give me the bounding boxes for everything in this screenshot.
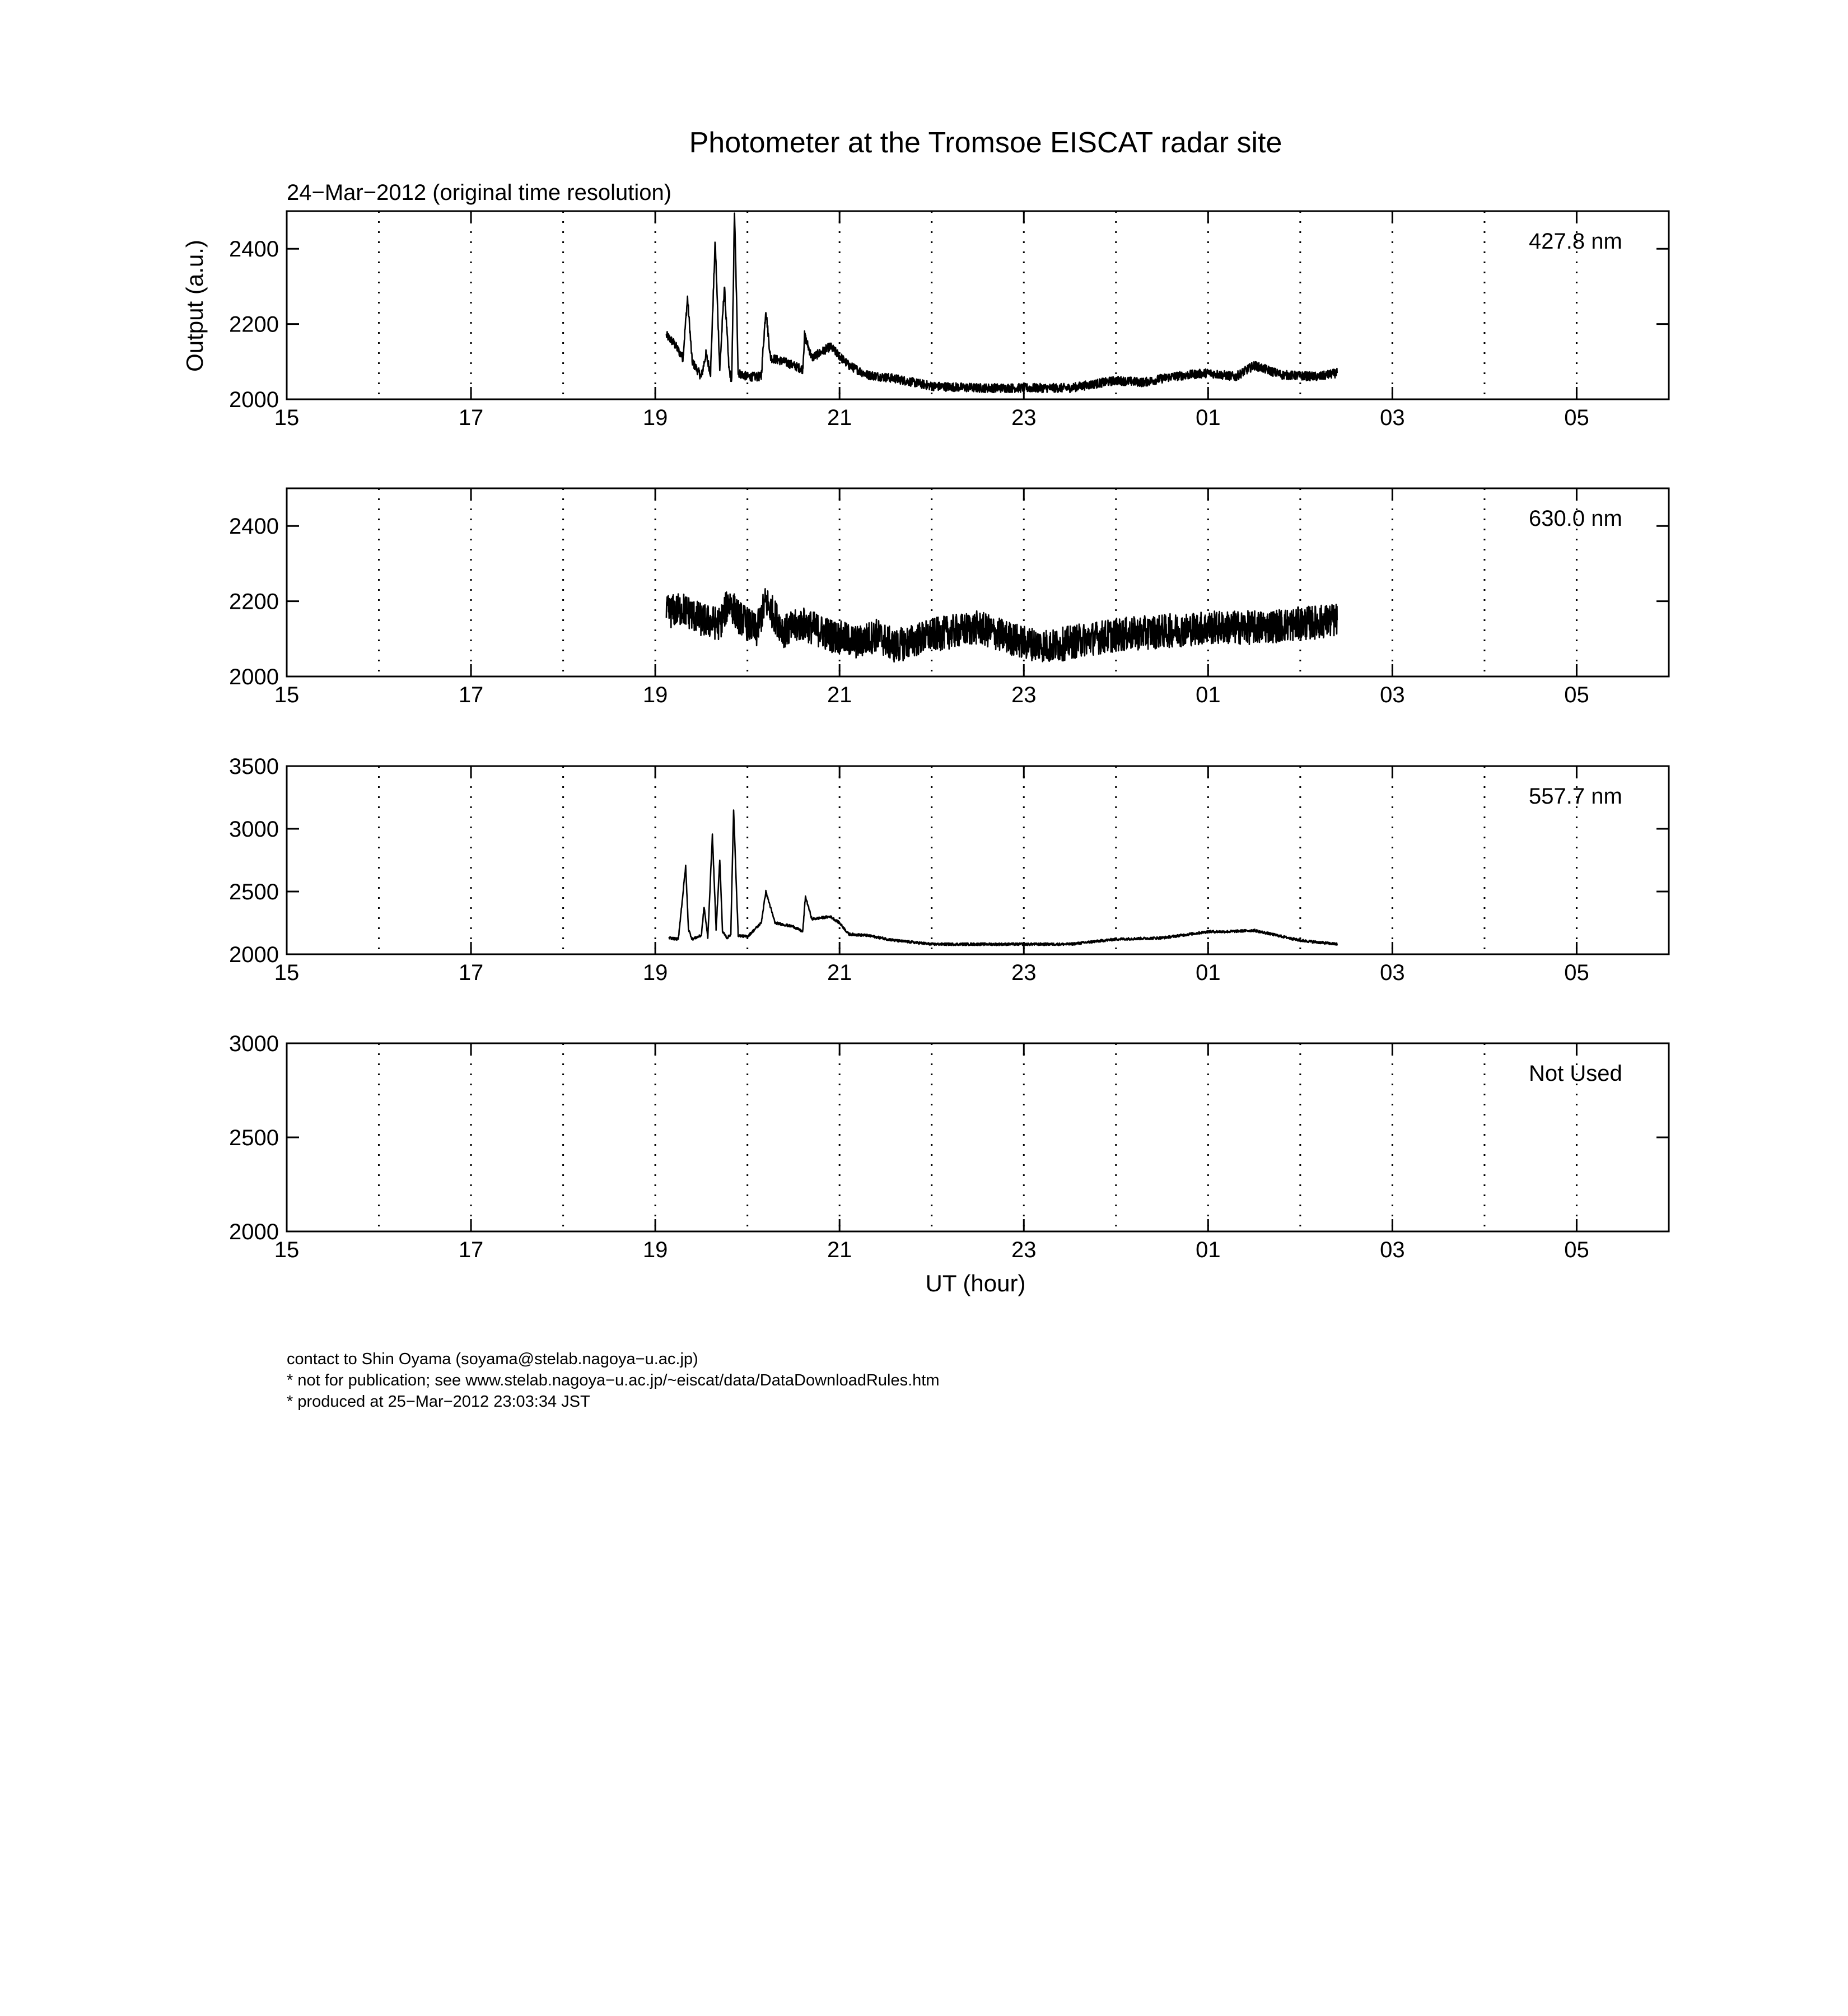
- x-tick-label: 19: [642, 1238, 668, 1262]
- footer-produced-at: * produced at 25−Mar−2012 23:03:34 JST: [287, 1393, 590, 1411]
- x-tick-label: 03: [1380, 405, 1405, 430]
- x-tick-label: 15: [274, 405, 300, 430]
- x-tick-label: 17: [458, 1238, 484, 1262]
- y-tick-label: 3500: [229, 754, 279, 779]
- x-tick-label: 23: [1011, 960, 1037, 985]
- panel-4: [229, 1032, 1669, 1262]
- y-tick-label: 2200: [229, 312, 279, 337]
- panel-label: 630.0 nm: [1529, 506, 1622, 531]
- y-tick-label: 2000: [229, 1220, 279, 1244]
- x-tick-label: 17: [458, 405, 484, 430]
- footer-contact: contact to Shin Oyama (soyama@stelab.nagoya−u.ac.jp): [287, 1350, 698, 1368]
- panel-label: Not Used: [1529, 1061, 1622, 1086]
- x-tick-label: 05: [1564, 405, 1589, 430]
- data-series-427-8-nm: [666, 213, 1337, 393]
- y-tick-label: 2400: [229, 237, 279, 262]
- x-tick-label: 19: [642, 960, 668, 985]
- x-tick-label: 21: [827, 405, 852, 430]
- y-tick-label: 3000: [229, 1032, 279, 1056]
- x-tick-label: 23: [1011, 683, 1037, 707]
- x-axis-label: UT (hour): [925, 1270, 1026, 1296]
- x-tick-label: 17: [458, 683, 484, 707]
- chart-subtitle: 24−Mar−2012 (original time resolution): [287, 180, 672, 205]
- panel-3: [229, 754, 1669, 985]
- x-tick-label: 21: [827, 960, 852, 985]
- x-tick-label: 23: [1011, 405, 1037, 430]
- y-tick-label: 2000: [229, 942, 279, 967]
- x-tick-label: 05: [1564, 683, 1589, 707]
- panel-2: [229, 488, 1669, 707]
- plot-frame: [287, 211, 1669, 399]
- y-tick-label: 2000: [229, 388, 279, 412]
- y-tick-label: 2400: [229, 514, 279, 539]
- x-tick-label: 19: [642, 405, 668, 430]
- plot-frame: [287, 488, 1669, 676]
- y-tick-label: 2500: [229, 1126, 279, 1150]
- y-tick-label: 2000: [229, 665, 279, 689]
- panel-label: 427.8 nm: [1529, 229, 1622, 254]
- chart-panels: [229, 211, 1669, 1262]
- x-tick-label: 17: [458, 960, 484, 985]
- x-tick-label: 01: [1196, 405, 1221, 430]
- y-axis-label: Output (a.u.): [181, 240, 208, 372]
- y-tick-label: 3000: [229, 817, 279, 842]
- x-tick-label: 21: [827, 683, 852, 707]
- y-tick-label: 2500: [229, 880, 279, 904]
- x-tick-label: 23: [1011, 1238, 1037, 1262]
- data-series-557-7-nm: [669, 810, 1337, 946]
- y-tick-label: 2200: [229, 589, 279, 614]
- x-tick-label: 15: [274, 683, 300, 707]
- panel-1: [229, 211, 1669, 430]
- x-tick-label: 01: [1196, 960, 1221, 985]
- x-tick-label: 01: [1196, 683, 1221, 707]
- footer-notes: [287, 1348, 940, 1412]
- x-tick-label: 19: [642, 683, 668, 707]
- x-tick-label: 05: [1564, 1238, 1589, 1262]
- x-tick-label: 21: [827, 1238, 852, 1262]
- data-series-630-0-nm: [666, 589, 1337, 662]
- footer-publication-note: * not for publication; see www.stelab.nagoya−u.ac.jp/~eiscat/data/DataDownloadRules.htm: [287, 1371, 940, 1389]
- x-tick-label: 15: [274, 1238, 300, 1262]
- plot-frame: [287, 766, 1669, 954]
- x-tick-label: 03: [1380, 1238, 1405, 1262]
- x-tick-label: 05: [1564, 960, 1589, 985]
- x-tick-label: 03: [1380, 960, 1405, 985]
- x-tick-label: 03: [1380, 683, 1405, 707]
- plot-frame: [287, 1043, 1669, 1231]
- panel-label: 557.7 nm: [1529, 784, 1622, 809]
- x-tick-label: 01: [1196, 1238, 1221, 1262]
- x-tick-label: 15: [274, 960, 300, 985]
- chart-title: Photometer at the Tromsoe EISCAT radar site: [689, 127, 1282, 159]
